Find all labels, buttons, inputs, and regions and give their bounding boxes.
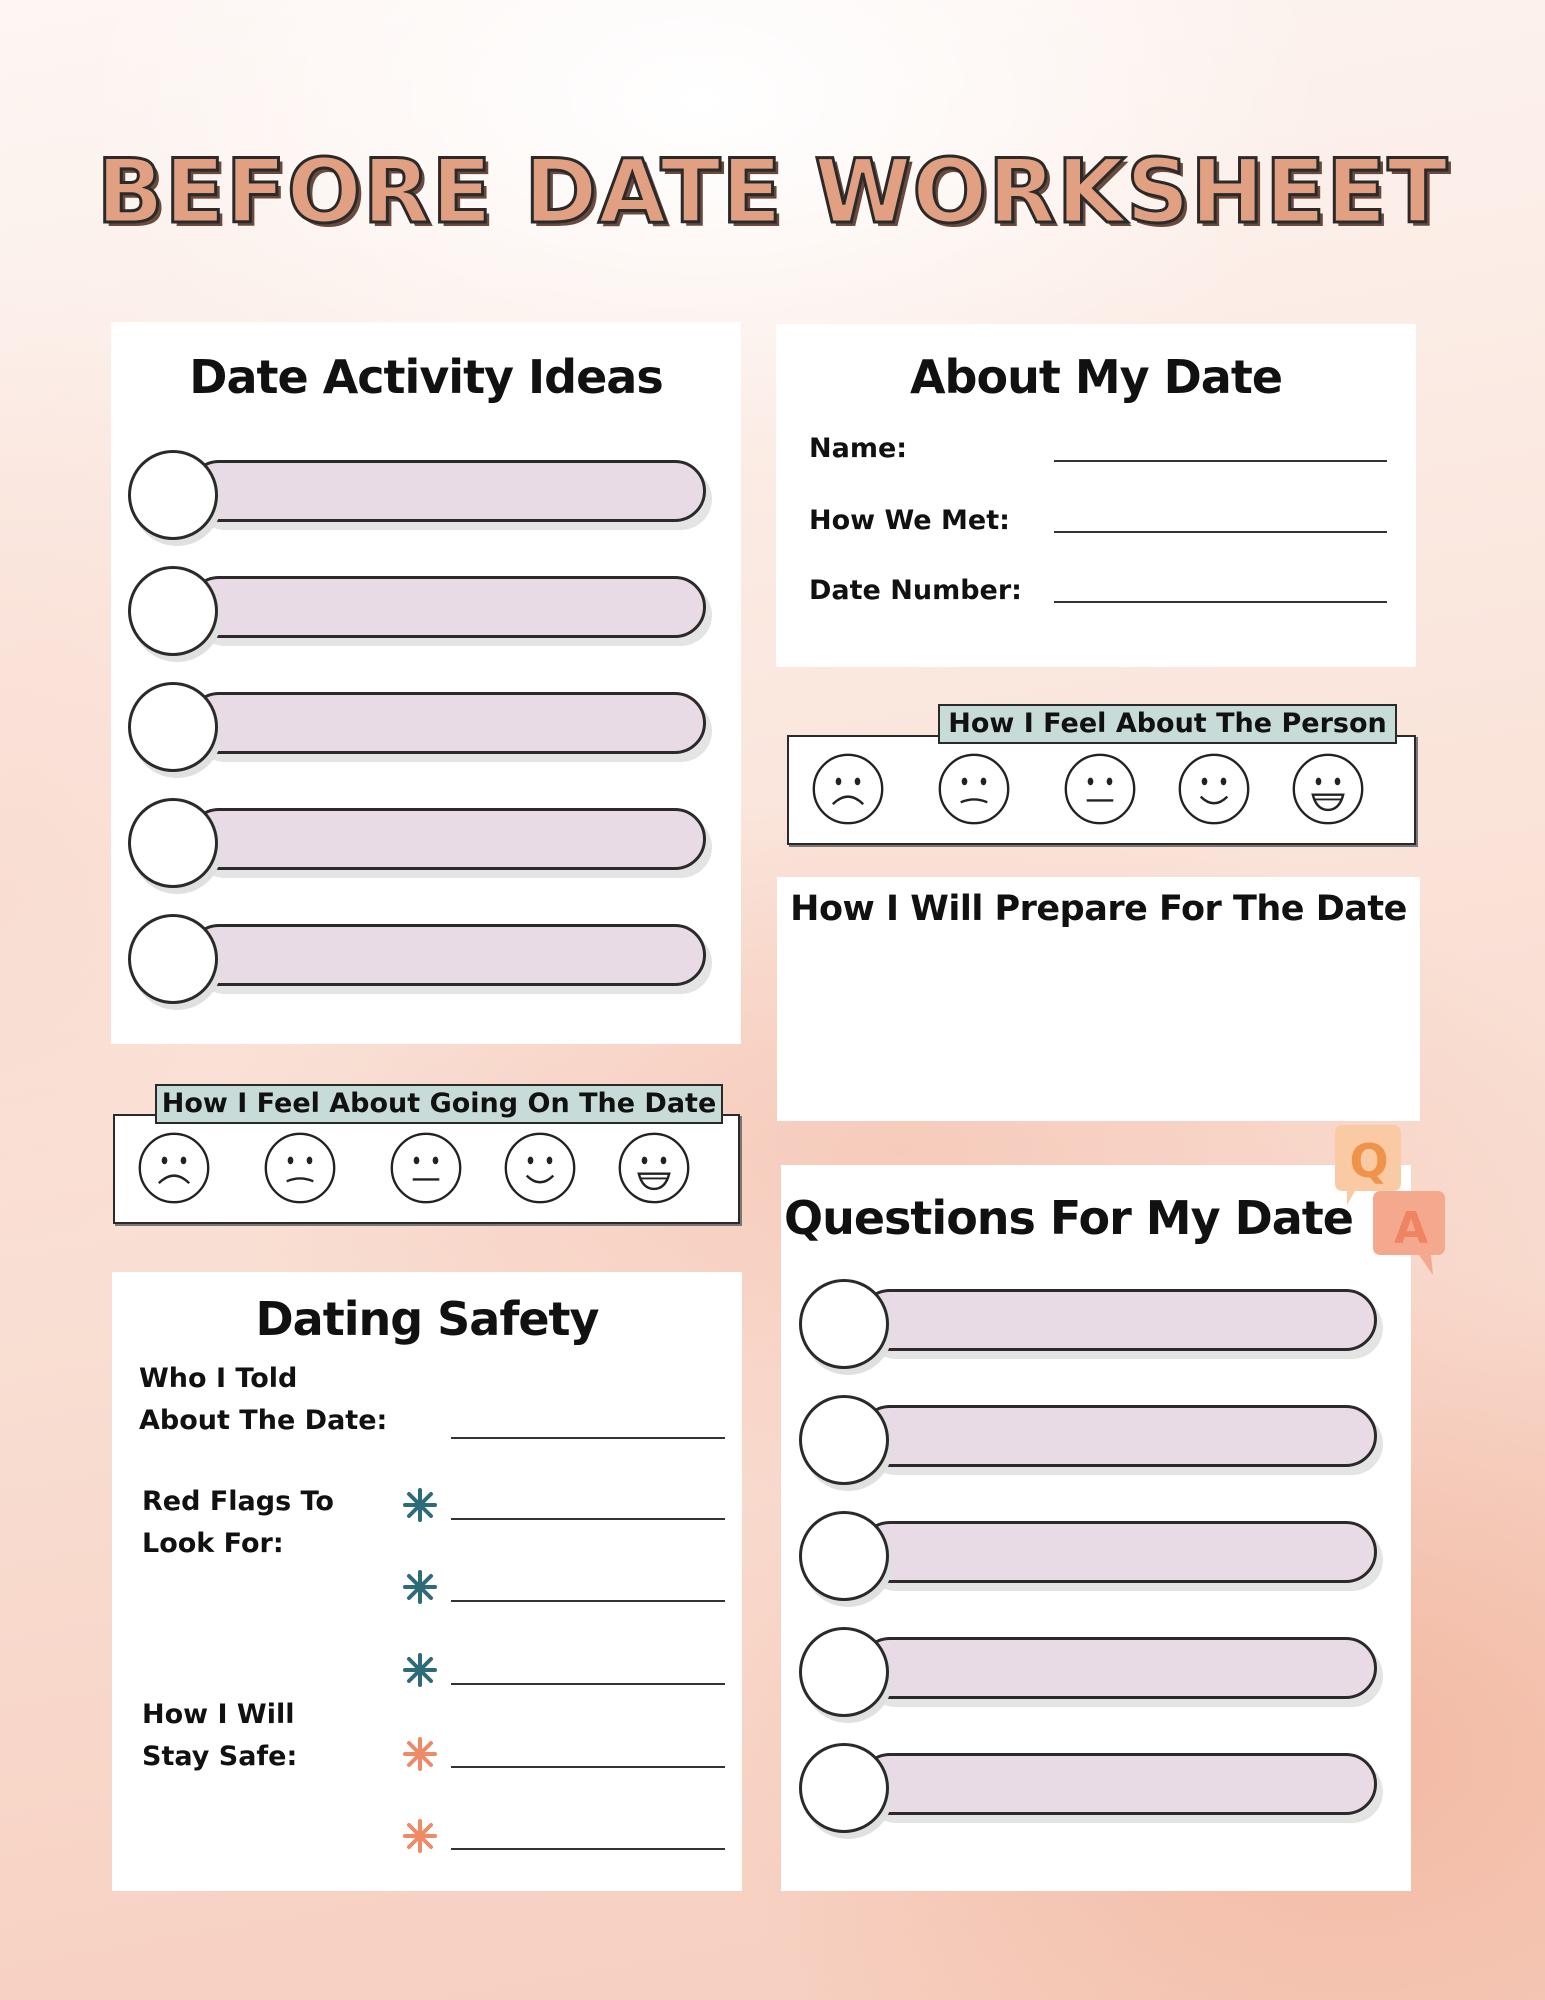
name-line[interactable] xyxy=(1054,460,1387,462)
activity-idea-field[interactable] xyxy=(188,924,706,986)
stay-safe-label-2: Stay Safe: xyxy=(142,1741,298,1772)
name-label: Name: xyxy=(809,433,908,464)
questions-card xyxy=(781,1165,1411,1891)
questions-heading xyxy=(781,1191,1356,1245)
activity-idea-row[interactable] xyxy=(128,450,648,512)
about-my-date-heading: About My Date xyxy=(909,350,1283,404)
how-we-met-label: How We Met: xyxy=(809,505,1010,536)
who-told-label-2: About The Date: xyxy=(139,1405,388,1436)
question-row[interactable] xyxy=(799,1279,1319,1341)
activity-idea-checkbox[interactable] xyxy=(128,682,218,772)
question-checkbox[interactable] xyxy=(799,1627,889,1717)
activity-idea-checkbox[interactable] xyxy=(128,798,218,888)
red-flag-line[interactable] xyxy=(451,1600,725,1602)
date-number-label: Date Number: xyxy=(809,575,1022,606)
question-row[interactable] xyxy=(799,1511,1319,1573)
activity-idea-checkbox[interactable] xyxy=(128,450,218,540)
person-neutral-face-icon[interactable] xyxy=(1062,751,1138,831)
a-letter: A xyxy=(1393,1203,1429,1254)
question-field[interactable] xyxy=(859,1637,1377,1699)
red-flags-label-2: Look For: xyxy=(142,1528,284,1559)
activity-idea-field[interactable] xyxy=(188,460,706,522)
red-flag-line[interactable] xyxy=(451,1683,725,1685)
activity-idea-row[interactable] xyxy=(128,914,648,976)
question-checkbox[interactable] xyxy=(799,1511,889,1601)
who-told-line[interactable] xyxy=(451,1437,725,1439)
question-checkbox[interactable] xyxy=(799,1395,889,1485)
teal-asterisk-icon xyxy=(402,1652,438,1688)
feel-date-tab: How I Feel About Going On The Date xyxy=(155,1084,723,1124)
person-very-happy-face-icon[interactable] xyxy=(1290,751,1366,831)
question-checkbox[interactable] xyxy=(799,1279,889,1369)
question-row[interactable] xyxy=(799,1627,1319,1689)
dating-safety-heading: Dating Safety xyxy=(255,1292,599,1346)
activity-idea-field[interactable] xyxy=(188,808,706,870)
question-field[interactable] xyxy=(859,1521,1377,1583)
person-very-sad-face-icon[interactable] xyxy=(810,751,886,831)
how-we-met-line[interactable] xyxy=(1054,531,1387,533)
feel-person-tab: How I Feel About The Person xyxy=(938,704,1397,744)
activity-idea-field[interactable] xyxy=(188,576,706,638)
dating-safety-card xyxy=(112,1272,742,1891)
stay-safe-line[interactable] xyxy=(451,1766,725,1768)
question-checkbox[interactable] xyxy=(799,1743,889,1833)
red-flags-label-1: Red Flags To xyxy=(142,1486,334,1517)
activity-ideas-heading: Date Activity Ideas xyxy=(189,350,663,404)
coral-asterisk-icon xyxy=(402,1736,438,1772)
person-sad-face-icon[interactable] xyxy=(936,751,1012,831)
stay-safe-label-1: How I Will xyxy=(142,1699,295,1730)
question-field[interactable] xyxy=(859,1753,1377,1815)
question-row[interactable] xyxy=(799,1743,1319,1805)
q-letter: Q xyxy=(1349,1134,1389,1188)
teal-asterisk-icon xyxy=(402,1569,438,1605)
date-very-sad-face-icon[interactable] xyxy=(136,1130,212,1210)
stay-safe-line[interactable] xyxy=(451,1848,725,1850)
question-row[interactable] xyxy=(799,1395,1319,1457)
date-happy-face-icon[interactable] xyxy=(502,1130,578,1210)
teal-asterisk-icon xyxy=(402,1487,438,1523)
qa-bubble-icon xyxy=(1325,1125,1460,1280)
prepare-card xyxy=(777,877,1420,1121)
questions-heading-text: Questions For My Date xyxy=(784,1191,1353,1245)
activity-idea-row[interactable] xyxy=(128,682,648,744)
question-field[interactable] xyxy=(859,1405,1377,1467)
date-number-line[interactable] xyxy=(1054,601,1387,603)
who-told-label-1: Who I Told xyxy=(139,1363,298,1394)
red-flag-line[interactable] xyxy=(451,1518,725,1520)
coral-asterisk-icon xyxy=(402,1818,438,1854)
worksheet-title: BEFORE DATE WORKSHEET xyxy=(96,140,1449,243)
activity-idea-row[interactable] xyxy=(128,798,648,860)
question-field[interactable] xyxy=(859,1289,1377,1351)
activity-idea-field[interactable] xyxy=(188,692,706,754)
person-happy-face-icon[interactable] xyxy=(1176,751,1252,831)
about-my-date-card xyxy=(776,324,1416,667)
date-very-happy-face-icon[interactable] xyxy=(616,1130,692,1210)
date-sad-face-icon[interactable] xyxy=(262,1130,338,1210)
prepare-heading: How I Will Prepare For The Date xyxy=(790,889,1407,929)
activity-idea-checkbox[interactable] xyxy=(128,914,218,1004)
date-neutral-face-icon[interactable] xyxy=(388,1130,464,1210)
activity-ideas-card xyxy=(111,322,741,1044)
activity-idea-checkbox[interactable] xyxy=(128,566,218,656)
activity-idea-row[interactable] xyxy=(128,566,648,628)
